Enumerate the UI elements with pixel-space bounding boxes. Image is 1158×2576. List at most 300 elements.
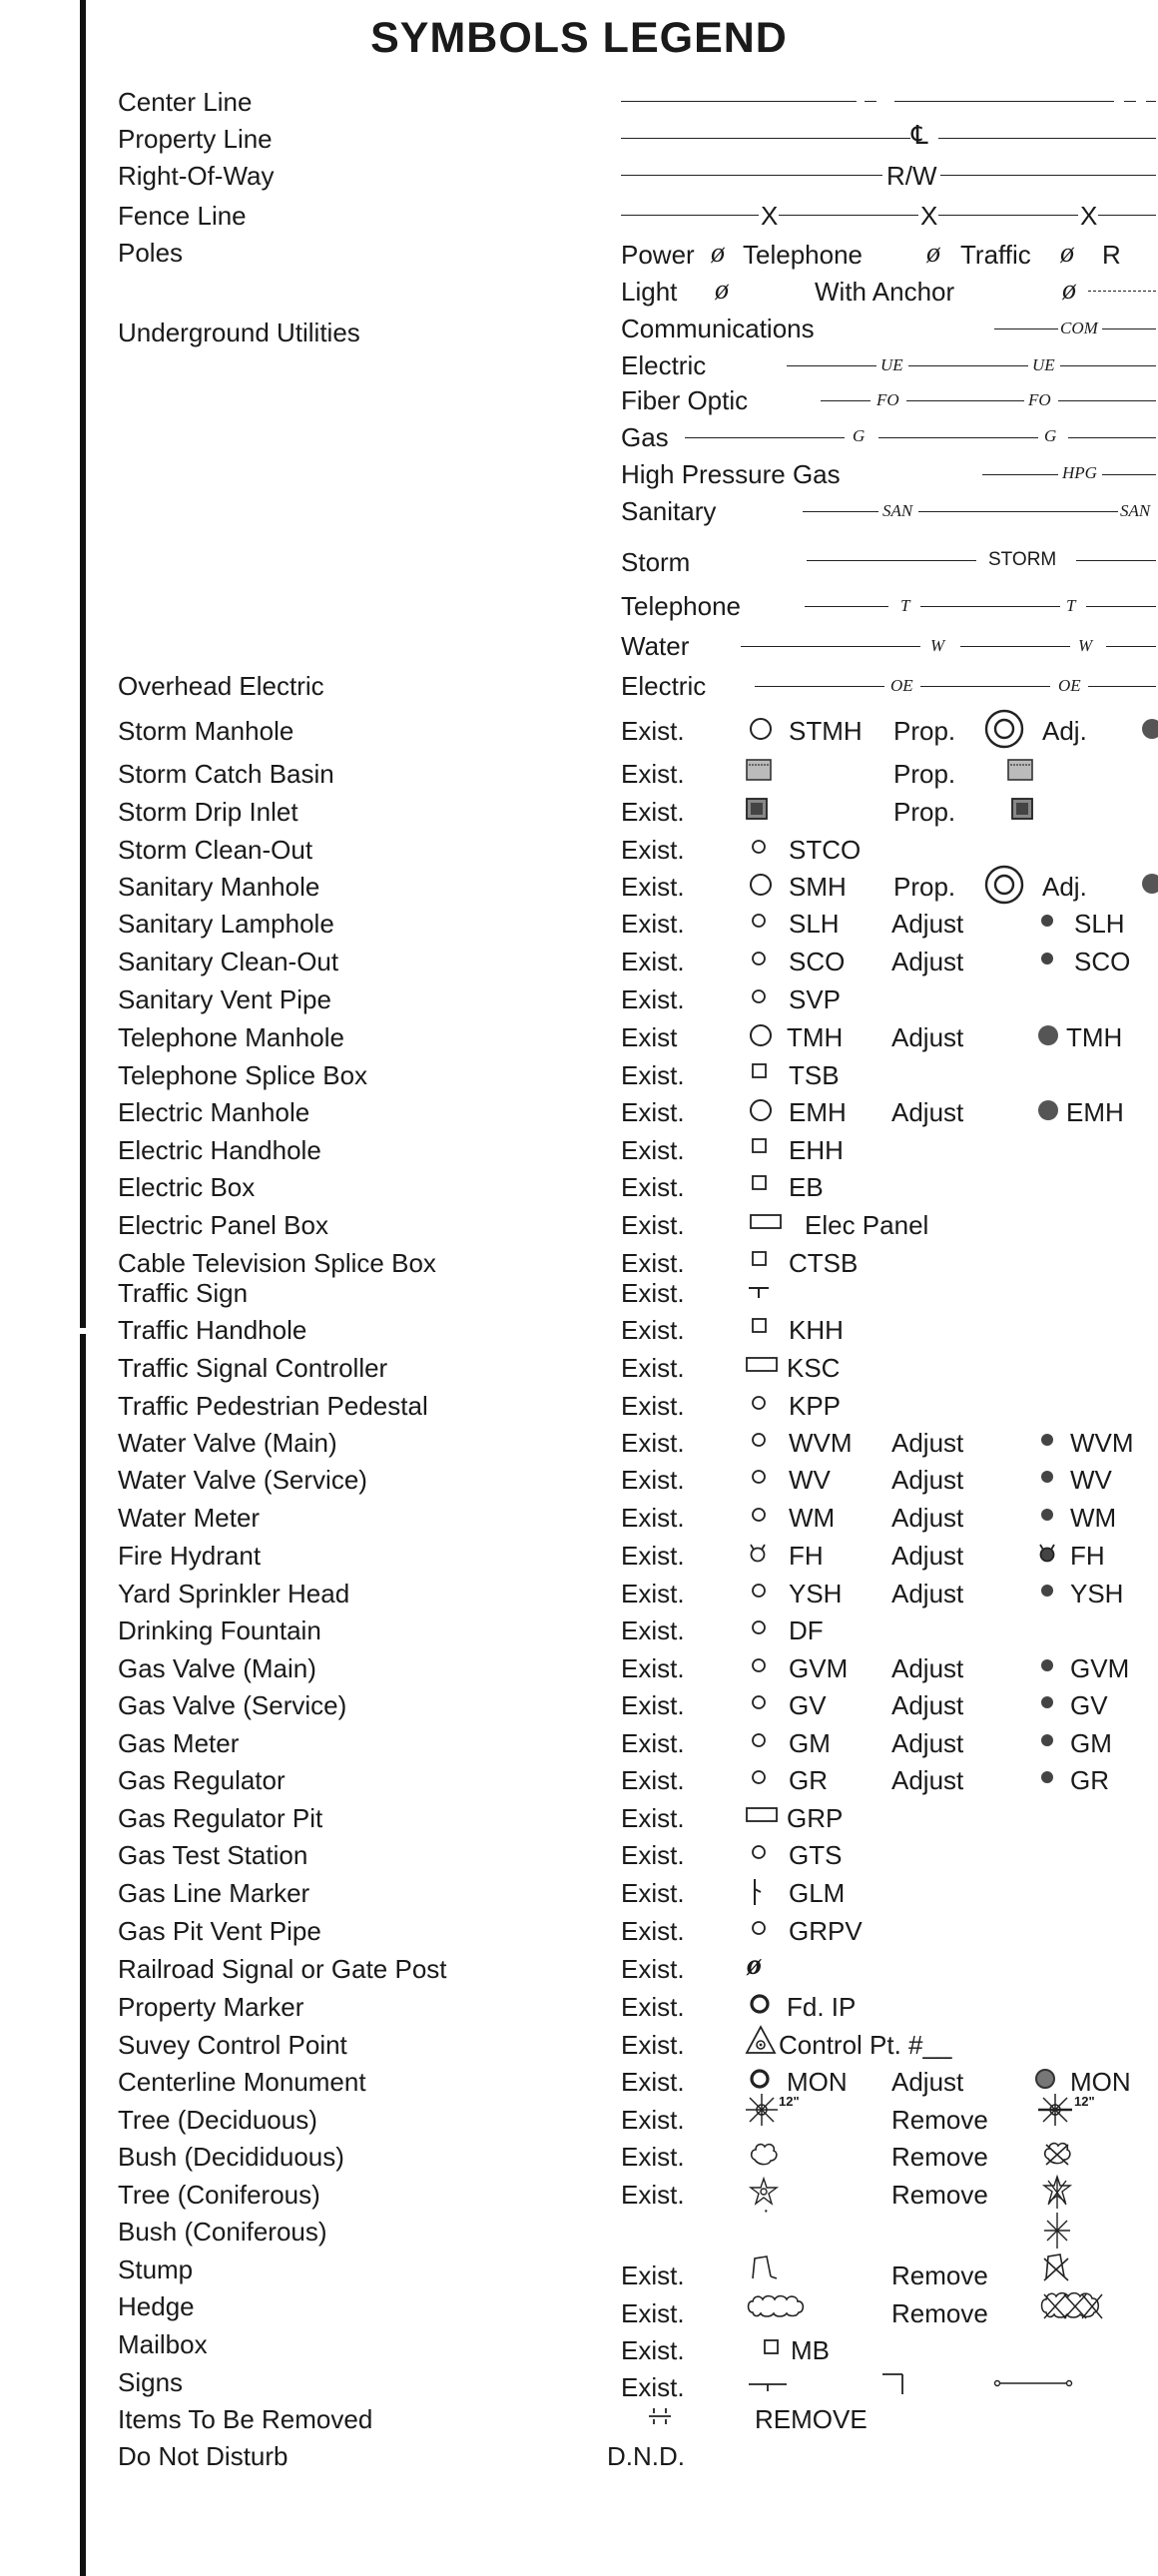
filled-circle-icon: [1039, 1657, 1057, 1675]
label-cable-tv-splice-box: Cable Television Splice Box: [118, 1248, 436, 1278]
status-dnd: D.N.D.: [607, 2441, 685, 2471]
code-glm: GLM: [789, 1878, 846, 1908]
status-adjust: Adjust: [891, 1541, 964, 1571]
status-exist: Exist.: [621, 1353, 685, 1383]
sign-icon: [747, 2374, 791, 2394]
fo-line-1: [821, 400, 870, 401]
status-exist: Exist.: [621, 1615, 685, 1645]
ug-sanitary: Sanitary: [621, 496, 717, 526]
status-exist: Exist.: [621, 1503, 685, 1533]
filled-circle-icon: [1039, 951, 1057, 968]
circle-icon: [751, 1432, 769, 1450]
status-exist: Exist.: [621, 872, 685, 902]
label-yard-sprinkler-head: Yard Sprinkler Head: [118, 1579, 350, 1609]
status-exist: Exist.: [621, 1135, 685, 1165]
ug-electric: Electric: [621, 350, 707, 380]
fo-code-1: FO: [876, 390, 899, 409]
railroad-signal-icon: ø: [747, 1948, 762, 1981]
square-icon: [751, 1174, 769, 1192]
filled-circle-icon: [1039, 1769, 1057, 1787]
fence-x-1: X: [761, 201, 779, 231]
code-tmh: TMH: [787, 1022, 844, 1052]
code-emh: EMH: [789, 1097, 847, 1127]
label-bush-coniferous: Bush (Coniferous): [118, 2217, 327, 2247]
remove-icon: [647, 2405, 673, 2427]
code-smh: SMH: [789, 872, 847, 902]
code-gv: GV: [789, 1690, 827, 1720]
ug-gas: Gas: [621, 422, 669, 452]
code-wvm-adj: WVM: [1070, 1428, 1134, 1458]
fence-line-1: [621, 215, 759, 216]
ug-storm: Storm: [621, 547, 691, 577]
circle-icon: [751, 1844, 769, 1862]
stump-icon: [749, 2253, 779, 2280]
fo-line-2: [906, 400, 1024, 401]
center-line-dash: [865, 101, 876, 102]
filled-circle-icon: [1039, 1694, 1057, 1712]
catch-basin-icon: [1006, 756, 1034, 782]
drip-inlet-icon: [745, 797, 769, 821]
label-underground-utilities: Underground Utilities: [118, 318, 360, 347]
code-mon: MON: [787, 2067, 848, 2097]
oe-code-1: OE: [890, 676, 913, 695]
label-gas-line-marker: Gas Line Marker: [118, 1878, 310, 1908]
label-gas-regulator: Gas Regulator: [118, 1765, 286, 1795]
center-line-solid-2: [894, 101, 1114, 102]
label-signs: Signs: [118, 2367, 184, 2397]
label-sanitary-manhole: Sanitary Manhole: [118, 872, 320, 902]
filled-circle-icon: [1036, 1098, 1060, 1122]
circle-icon: [751, 1920, 769, 1938]
fo-code-2: FO: [1028, 390, 1051, 409]
square-icon: [751, 1250, 769, 1268]
double-circle-icon: [984, 709, 1024, 749]
poles-telephone: Telephone: [743, 240, 863, 270]
power-pole-icon: ø: [711, 238, 725, 269]
status-exist: Exist.: [621, 1248, 685, 1278]
status-prop: Prop.: [893, 759, 956, 789]
code-wv: WV: [789, 1465, 831, 1495]
fence-line-2: [779, 215, 918, 216]
filled-circle-icon: [1039, 1583, 1057, 1601]
status-exist: Exist.: [621, 947, 685, 976]
com-line-right: [1102, 328, 1156, 329]
page-title: SYMBOLS LEGEND: [370, 14, 788, 62]
circle-icon: [751, 913, 769, 931]
status-exist: Exist.: [621, 2142, 685, 2172]
circle-icon: [751, 988, 769, 1006]
code-ksc: KSC: [787, 1353, 841, 1383]
code-wvm: WVM: [789, 1428, 853, 1458]
status-exist: Exist.: [621, 1210, 685, 1240]
label-overhead-electric: Overhead Electric: [118, 671, 324, 701]
label-electric-manhole: Electric Manhole: [118, 1097, 310, 1127]
drip-inlet-icon: [1010, 797, 1034, 821]
label-storm-drip-inlet: Storm Drip Inlet: [118, 797, 298, 827]
circle-icon: [749, 1098, 773, 1122]
status-exist: Exist: [621, 1022, 678, 1052]
rectangle-icon: [749, 1212, 783, 1232]
status-exist: Exist.: [621, 1954, 685, 1984]
ug-water: Water: [621, 631, 690, 661]
ue-line-1: [787, 365, 876, 366]
label-storm-manhole: Storm Manhole: [118, 716, 294, 746]
status-exist: Exist.: [621, 797, 685, 827]
status-exist: Exist.: [621, 1465, 685, 1495]
status-exist: Exist.: [621, 835, 685, 865]
label-telephone-splice-box: Telephone Splice Box: [118, 1060, 368, 1090]
telephone-pole-icon: ø: [926, 238, 940, 269]
fence-x-3: X: [1080, 201, 1098, 231]
code-gv-adj: GV: [1070, 1690, 1108, 1720]
label-property-line: Property Line: [118, 124, 273, 154]
status-remove: Remove: [891, 2180, 988, 2210]
status-exist: Exist.: [621, 984, 685, 1014]
tel-code-1: T: [900, 596, 910, 615]
status-adjust: Adjust: [891, 1428, 964, 1458]
status-exist: Exist.: [621, 1992, 685, 2022]
fence-line-4: [1098, 215, 1156, 216]
square-icon: [763, 2338, 781, 2356]
com-line-left: [994, 328, 1058, 329]
label-stump: Stump: [118, 2254, 194, 2284]
label-electric-box: Electric Box: [118, 1172, 256, 1202]
code-gvm-adj: GVM: [1070, 1653, 1130, 1683]
status-exist: Exist.: [621, 2030, 685, 2060]
san-code-1: SAN: [882, 501, 913, 520]
label-mailbox: Mailbox: [118, 2329, 208, 2359]
storm-line-2: [1076, 560, 1156, 561]
status-exist: Exist.: [621, 759, 685, 789]
row-line-left: [621, 175, 882, 176]
triangle-control-icon: [745, 2025, 777, 2055]
code-control-pt: Control Pt. #__: [779, 2030, 952, 2060]
label-traffic-handhole: Traffic Handhole: [118, 1315, 307, 1345]
center-line-solid: [621, 101, 857, 102]
ue-code-1: UE: [880, 355, 903, 374]
fo-line-3: [1058, 400, 1156, 401]
label-gas-valve-main: Gas Valve (Main): [118, 1653, 316, 1683]
oe-line-1: [755, 686, 884, 687]
status-exist: Exist.: [621, 2067, 685, 2097]
rectangle-icon: [745, 1805, 779, 1825]
light-pole-icon: ø: [715, 275, 729, 306]
label-gas-valve-service: Gas Valve (Service): [118, 1690, 347, 1720]
filled-circle-icon: [1036, 1023, 1060, 1047]
status-exist: Exist.: [621, 1690, 685, 1720]
property-line-left: [621, 138, 910, 139]
label-survey-control-point: Suvey Control Point: [118, 2030, 347, 2060]
label-sanitary-clean-out: Sanitary Clean-Out: [118, 947, 339, 976]
status-exist: Exist.: [621, 1653, 685, 1683]
label-do-not-disturb: Do Not Disturb: [118, 2441, 289, 2471]
status-adjust: Adjust: [891, 947, 964, 976]
status-adj: Adj.: [1042, 716, 1087, 746]
conifer-bush-dot: ·: [763, 2200, 770, 2222]
label-tree-deciduous: Tree (Deciduous): [118, 2105, 317, 2135]
filled-circle-icon: [1140, 717, 1158, 741]
tree-size: 12": [779, 2094, 800, 2109]
status-exist: Exist.: [621, 1803, 685, 1833]
status-adjust: Adjust: [891, 1465, 964, 1495]
hedge-icon: [745, 2292, 809, 2320]
conifer-remove-icon: [1042, 2175, 1072, 2211]
status-exist: Exist.: [621, 1172, 685, 1202]
status-adjust: Adjust: [891, 1579, 964, 1609]
san-code-2: SAN: [1120, 501, 1151, 520]
status-exist: Exist.: [621, 2180, 685, 2210]
label-centerline-monument: Centerline Monument: [118, 2067, 366, 2097]
label-electric-handhole: Electric Handhole: [118, 1135, 321, 1165]
stump-remove-icon: [1042, 2251, 1072, 2282]
status-exist: Exist.: [621, 1391, 685, 1421]
circle-icon: [751, 1769, 769, 1787]
poles-more: R: [1102, 240, 1121, 270]
gas-line-2: [878, 437, 1038, 438]
label-tree-coniferous: Tree (Coniferous): [118, 2180, 320, 2210]
circle-icon: [751, 951, 769, 968]
com-code: COM: [1060, 319, 1098, 337]
property-marker-icon: [749, 1993, 773, 2017]
label-gas-regulator-pit: Gas Regulator Pit: [118, 1803, 323, 1833]
filled-circle-icon: [1039, 1507, 1057, 1525]
rectangle-icon: [745, 1355, 779, 1375]
label-gas-pit-vent-pipe: Gas Pit Vent Pipe: [118, 1916, 321, 1946]
status-exist: Exist.: [621, 1840, 685, 1870]
status-prop: Prop.: [893, 797, 956, 827]
bush-remove-icon: [1042, 2139, 1072, 2169]
circle-icon: [751, 1469, 769, 1487]
fence-x-2: X: [920, 201, 938, 231]
anchor-line: [1088, 291, 1156, 292]
label-gas-test-station: Gas Test Station: [118, 1840, 308, 1870]
code-grp: GRP: [787, 1803, 844, 1833]
page-border: [80, 0, 86, 2576]
center-line-dash-2: [1124, 101, 1136, 102]
status-exist: Exist.: [621, 1916, 685, 1946]
tel-code-2: T: [1066, 596, 1076, 615]
status-exist: Exist.: [621, 2298, 685, 2328]
code-slh-adj: SLH: [1074, 909, 1125, 939]
circle-icon: [751, 1507, 769, 1525]
hydrant-icon: [747, 1542, 771, 1564]
row-line-right: [940, 175, 1156, 176]
label-telephone-manhole: Telephone Manhole: [118, 1022, 344, 1052]
hydrant-icon: [1036, 1542, 1060, 1564]
status-remove: Remove: [891, 2142, 988, 2172]
conifer-bush-remove-icon: [1042, 2211, 1072, 2251]
code-khh: KHH: [789, 1315, 844, 1345]
filled-circle-icon: [1039, 1432, 1057, 1450]
catch-basin-icon: [745, 756, 773, 782]
poles-power: Power: [621, 240, 695, 270]
status-adj: Adj.: [1042, 872, 1087, 902]
label-poles: Poles: [118, 238, 184, 268]
poles-traffic: Traffic: [960, 240, 1031, 270]
oh-electric: Electric: [621, 671, 707, 701]
code-gvm: GVM: [789, 1653, 849, 1683]
filled-circle-icon: [1039, 1469, 1057, 1487]
square-icon: [751, 1137, 769, 1155]
status-adjust: Adjust: [891, 1503, 964, 1533]
status-adjust: Adjust: [891, 2067, 964, 2097]
label-storm-catch-basin: Storm Catch Basin: [118, 759, 334, 789]
code-sco-adj: SCO: [1074, 947, 1131, 976]
hpg-line-2: [1102, 474, 1156, 475]
label-fence-line: Fence Line: [118, 201, 247, 231]
ug-fiber-optic: Fiber Optic: [621, 385, 749, 415]
label-water-meter: Water Meter: [118, 1503, 261, 1533]
code-ehh: EHH: [789, 1135, 844, 1165]
label-railroad-signal: Railroad Signal or Gate Post: [118, 1954, 447, 1984]
code-eb: EB: [789, 1172, 824, 1202]
code-gm-adj: GM: [1070, 1728, 1112, 1758]
code-mon-adj: MON: [1070, 2067, 1131, 2097]
label-electric-panel-box: Electric Panel Box: [118, 1210, 328, 1240]
tree-remove-icon: [1038, 2093, 1072, 2127]
label-traffic-sign: Traffic Sign: [118, 1278, 249, 1308]
status-adjust: Adjust: [891, 1022, 964, 1052]
oe-code-2: OE: [1058, 676, 1081, 695]
code-wm: WM: [789, 1503, 836, 1533]
status-exist: Exist.: [621, 1097, 685, 1127]
status-prop: Prop.: [893, 716, 956, 746]
label-traffic-signal-controller: Traffic Signal Controller: [118, 1353, 388, 1383]
poles-light: Light: [621, 277, 678, 307]
filled-circle-icon: [1039, 1732, 1057, 1750]
hpg-line-1: [982, 474, 1058, 475]
code-wv-adj: WV: [1070, 1465, 1112, 1495]
code-kpp: KPP: [789, 1391, 842, 1421]
filled-circle-icon: [1140, 872, 1158, 896]
san-line-1: [803, 511, 878, 512]
water-code-1: W: [930, 636, 945, 655]
status-adjust: Adjust: [891, 1690, 964, 1720]
property-line-symbol: ℄: [911, 120, 928, 150]
label-sanitary-lamphole: Sanitary Lamphole: [118, 909, 334, 939]
code-fh-adj: FH: [1070, 1541, 1105, 1571]
label-hedge: Hedge: [118, 2291, 195, 2321]
code-svp: SVP: [789, 984, 842, 1014]
code-emh-adj: EMH: [1066, 1097, 1124, 1127]
label-water-valve-service: Water Valve (Service): [118, 1465, 367, 1495]
tel-line-1: [805, 606, 888, 607]
gas-line-1: [685, 437, 845, 438]
status-adjust: Adjust: [891, 1653, 964, 1683]
square-icon: [751, 1317, 769, 1335]
code-slh: SLH: [789, 909, 840, 939]
label-gas-meter: Gas Meter: [118, 1728, 240, 1758]
status-adjust: Adjust: [891, 1765, 964, 1795]
hpg-code: HPG: [1062, 463, 1097, 482]
status-adjust: Adjust: [891, 1097, 964, 1127]
label-water-valve-main: Water Valve (Main): [118, 1428, 337, 1458]
label-bush-deciduous: Bush (Decididuous): [118, 2142, 344, 2172]
circle-icon: [751, 1583, 769, 1601]
square-icon: [751, 1062, 769, 1080]
code-stmh: STMH: [789, 716, 863, 746]
bush-icon: [749, 2140, 779, 2168]
code-fh: FH: [789, 1541, 824, 1571]
poles-anchor: With Anchor: [815, 277, 955, 307]
status-exist: Exist.: [621, 1060, 685, 1090]
ue-line-2: [908, 365, 1028, 366]
label-items-removed: Items To Be Removed: [118, 2404, 373, 2434]
fence-line-3: [938, 215, 1078, 216]
water-line-3: [1106, 646, 1156, 647]
label-center-line: Center Line: [118, 87, 253, 117]
tree-size-remove: 12": [1074, 2094, 1095, 2109]
hedge-remove-icon: [1038, 2288, 1112, 2322]
status-exist: Exist.: [621, 2335, 685, 2365]
status-exist: Exist.: [621, 1315, 685, 1345]
label-storm-clean-out: Storm Clean-Out: [118, 835, 313, 865]
label-fire-hydrant: Fire Hydrant: [118, 1541, 262, 1571]
code-fd-ip: Fd. IP: [787, 1992, 857, 2022]
ug-telephone: Telephone: [621, 591, 741, 621]
gas-code-2: G: [1044, 426, 1057, 445]
status-exist: Exist.: [621, 2105, 685, 2135]
anchor-pole-icon: ø: [1062, 275, 1076, 306]
tree-icon: [745, 2093, 779, 2127]
status-exist: Exist.: [621, 909, 685, 939]
code-df: DF: [789, 1615, 824, 1645]
status-exist: Exist.: [621, 1428, 685, 1458]
row-code: R/W: [886, 161, 937, 191]
circle-icon: [749, 717, 773, 741]
tel-line-3: [1086, 606, 1156, 607]
water-code-2: W: [1078, 636, 1093, 655]
gas-line-3: [1068, 437, 1156, 438]
circle-icon: [751, 1732, 769, 1750]
filled-circle-icon: [1034, 2068, 1058, 2092]
property-line-right: [938, 138, 1156, 139]
border-notch: [80, 1328, 86, 1334]
code-gm: GM: [789, 1728, 831, 1758]
storm-code: STORM: [988, 549, 1057, 570]
sign-post-icon: [992, 2376, 1074, 2390]
water-line-2: [960, 646, 1070, 647]
code-sco: SCO: [789, 947, 846, 976]
ue-code-2: UE: [1032, 355, 1055, 374]
gas-code-1: G: [853, 426, 866, 445]
circle-icon: [751, 1619, 769, 1637]
center-line-dash-3: [1146, 101, 1156, 102]
status-exist: Exist.: [621, 716, 685, 746]
label-sanitary-vent-pipe: Sanitary Vent Pipe: [118, 984, 331, 1014]
code-gr: GR: [789, 1765, 828, 1795]
status-adjust: Adjust: [891, 1728, 964, 1758]
water-line-1: [741, 646, 920, 647]
circle-icon: [749, 873, 773, 897]
code-gr-adj: GR: [1070, 1765, 1109, 1795]
status-exist: Exist.: [621, 1765, 685, 1795]
status-remove: Remove: [891, 2298, 988, 2328]
status-prop: Prop.: [893, 872, 956, 902]
status-exist: Exist.: [621, 1579, 685, 1609]
status-remove: Remove: [891, 2260, 988, 2290]
status-exist: Exist.: [621, 2260, 685, 2290]
code-tmh-adj: TMH: [1066, 1022, 1123, 1052]
oe-line-2: [920, 686, 1050, 687]
circle-icon: [749, 1023, 773, 1047]
code-remove: REMOVE: [755, 2404, 868, 2434]
code-ysh-adj: YSH: [1070, 1579, 1124, 1609]
label-traffic-pedestrian-pedestal: Traffic Pedestrian Pedestal: [118, 1391, 428, 1421]
circle-icon: [751, 839, 769, 857]
code-ctsb: CTSB: [789, 1248, 859, 1278]
circle-icon: [751, 1694, 769, 1712]
